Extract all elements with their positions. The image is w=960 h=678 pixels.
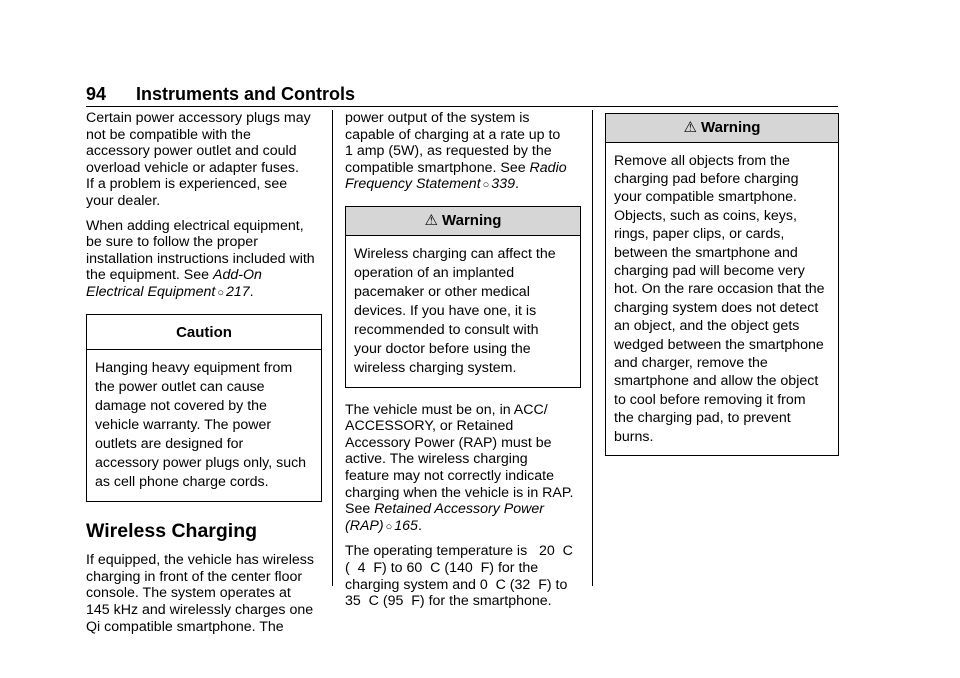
text-line [86,267,322,284]
text-line: smartphone and allow the object [614,373,819,390]
text-line: vehicle warranty. The power [95,417,272,434]
paragraph-vehicle-on [345,402,581,536]
column-2 [345,110,581,618]
warning-title: Warning [442,211,502,229]
warning-circle-icon: ⚠ [683,119,697,136]
link-retained-accessory-power[interactable]: Retained Accessory Power [374,501,544,518]
text-line: pacemaker or other medical [354,283,530,300]
text-fragment: the equipment. See [86,267,213,284]
text-line: Objects, such as coins, keys, [614,207,797,224]
column-divider-1 [332,110,333,586]
text-line: Electrical Equipment ○ 217. [86,283,254,300]
link-retained-accessory-power-cont[interactable]: (RAP) [345,517,384,534]
text-line: 1 amp (5W), as requested by the [345,143,552,160]
text-line: The operating temperature is 20 C [345,543,573,560]
text-line: accessory power outlet and could [86,143,297,160]
text-line: feature may not correctly indicate [345,467,554,484]
warning-circle-icon: ⚠ [424,211,438,229]
warning-body [346,236,580,387]
text-line: the power outlet can cause [95,379,265,396]
text-line: devices. If you have one, it is [354,302,537,319]
text-line: your dealer. [86,192,161,209]
text-line: charging when the vehicle is in RAP. [345,484,574,501]
link-add-on-electrical-equipment-cont[interactable]: Electrical Equipment [86,283,216,300]
text-line [345,160,581,177]
text-line: capable of charging at a rate up to [345,126,561,143]
caution-body [87,350,321,501]
link-add-on-electrical-equipment[interactable]: Add-On [213,267,262,284]
text-line: 145 kHz and wirelessly charges one [86,601,314,618]
link-radio-frequency-statement[interactable]: Radio [529,159,567,176]
text-line: rings, paper clips, or cards, [614,226,785,243]
text-line: Wireless charging can affect the [354,245,556,262]
text-fragment: compatible smartphone. See [345,159,530,176]
text-line: outlets are designed for [95,436,244,453]
warning-header [346,207,580,236]
text-line: your compatible smartphone. [614,189,797,206]
paragraph-power-output [345,110,581,194]
text-line: accessory power plugs only, such [95,455,307,472]
page-reference[interactable]: 165 [394,517,418,534]
text-line: to cool before removing it from [614,391,806,408]
caution-title: Caution [87,315,321,351]
text-line: The vehicle must be on, in ACC/ [345,401,548,418]
text-line: If a problem is experienced, see [86,176,288,193]
text-line: burns. [614,428,654,445]
text-line: (RAP) ○ 165. [345,517,422,534]
page-header [86,84,838,107]
paragraph-electrical-equipment [86,218,322,302]
page-number: 94 [86,84,107,104]
text-line: as cell phone charge cords. [95,474,269,491]
text-line: wireless charging system. [354,359,517,376]
text-line: wedged between the smartphone [614,336,824,353]
text-fragment: See [345,501,375,518]
warning-title: Warning [701,119,761,136]
page-reference[interactable]: 339 [491,176,515,193]
text-line: ( 4 F) to 60 C (140 F) for the [345,559,539,576]
text-line: console. The system operates at [86,585,291,602]
text-line: operation of an implanted [354,264,515,281]
text-line: damage not covered by the [95,398,267,415]
column-divider-2 [592,110,593,586]
text-line: your doctor before using the [354,340,531,357]
text-line: charging pad will become very [614,263,805,280]
page-ref-arrow-icon: ○ [217,286,224,299]
text-line: Remove all objects from the [614,152,790,169]
text-line: overload vehicle or adapter fuses. [86,159,299,176]
text-line: power output of the system is [345,110,530,126]
column-3 [605,110,839,470]
caution-box [86,314,322,503]
page-reference[interactable]: 217 [225,283,250,300]
text-line: active. The wireless charging [345,451,528,468]
text-line: 35 C (95 F) for the smartphone. [345,593,552,610]
link-radio-frequency-statement-cont[interactable]: Frequency Statement [345,176,481,193]
paragraph-accessory-plugs [86,110,322,210]
text-line: and charger, remove the [614,355,768,372]
text-line: be sure to follow the proper [86,234,258,251]
text-line: charging pad before charging [614,171,799,187]
page-title: Instruments and Controls [136,84,356,104]
warning-box-objects [605,113,839,456]
page-ref-arrow-icon: ○ [482,179,490,192]
text-line: When adding electrical equipment, [86,217,304,234]
paragraph-operating-temperature [345,543,581,609]
text-line: installation instructions included with [86,250,315,267]
text-line: an object, and the object gets [614,318,800,335]
text-line: Hanging heavy equipment from [95,360,293,377]
text-line: hot. On the rare occasion that the [614,281,825,298]
paragraph-wireless-intro [86,552,322,635]
warning-header [606,114,838,143]
text-line: ACCESSORY, or Retained [345,418,514,435]
column-1 [86,110,322,643]
page-ref-arrow-icon: ○ [385,520,393,533]
text-line [345,501,581,518]
text-line: not be compatible with the [86,126,251,143]
text-line: If equipped, the vehicle has wireless [86,552,314,569]
text-line: the charging pad, to prevent [614,410,791,427]
section-heading-wireless-charging: Wireless Charging [86,520,258,543]
text-line: recommended to consult with [354,321,539,338]
text-line: charging system and 0 C (32 F) to [345,576,568,593]
warning-body [606,143,838,456]
warning-box-pacemaker [345,206,581,388]
text-line: charging in front of the center floor [86,568,303,585]
text-line: Frequency Statement ○ 339. [345,176,519,193]
text-line: charging system does not detect [614,299,819,316]
text-line: Certain power accessory plugs may [86,110,311,126]
text-line: Accessory Power (RAP) must be [345,434,552,451]
text-line: between the smartphone and [614,244,798,261]
text-line: Qi compatible smartphone. The [86,618,284,635]
